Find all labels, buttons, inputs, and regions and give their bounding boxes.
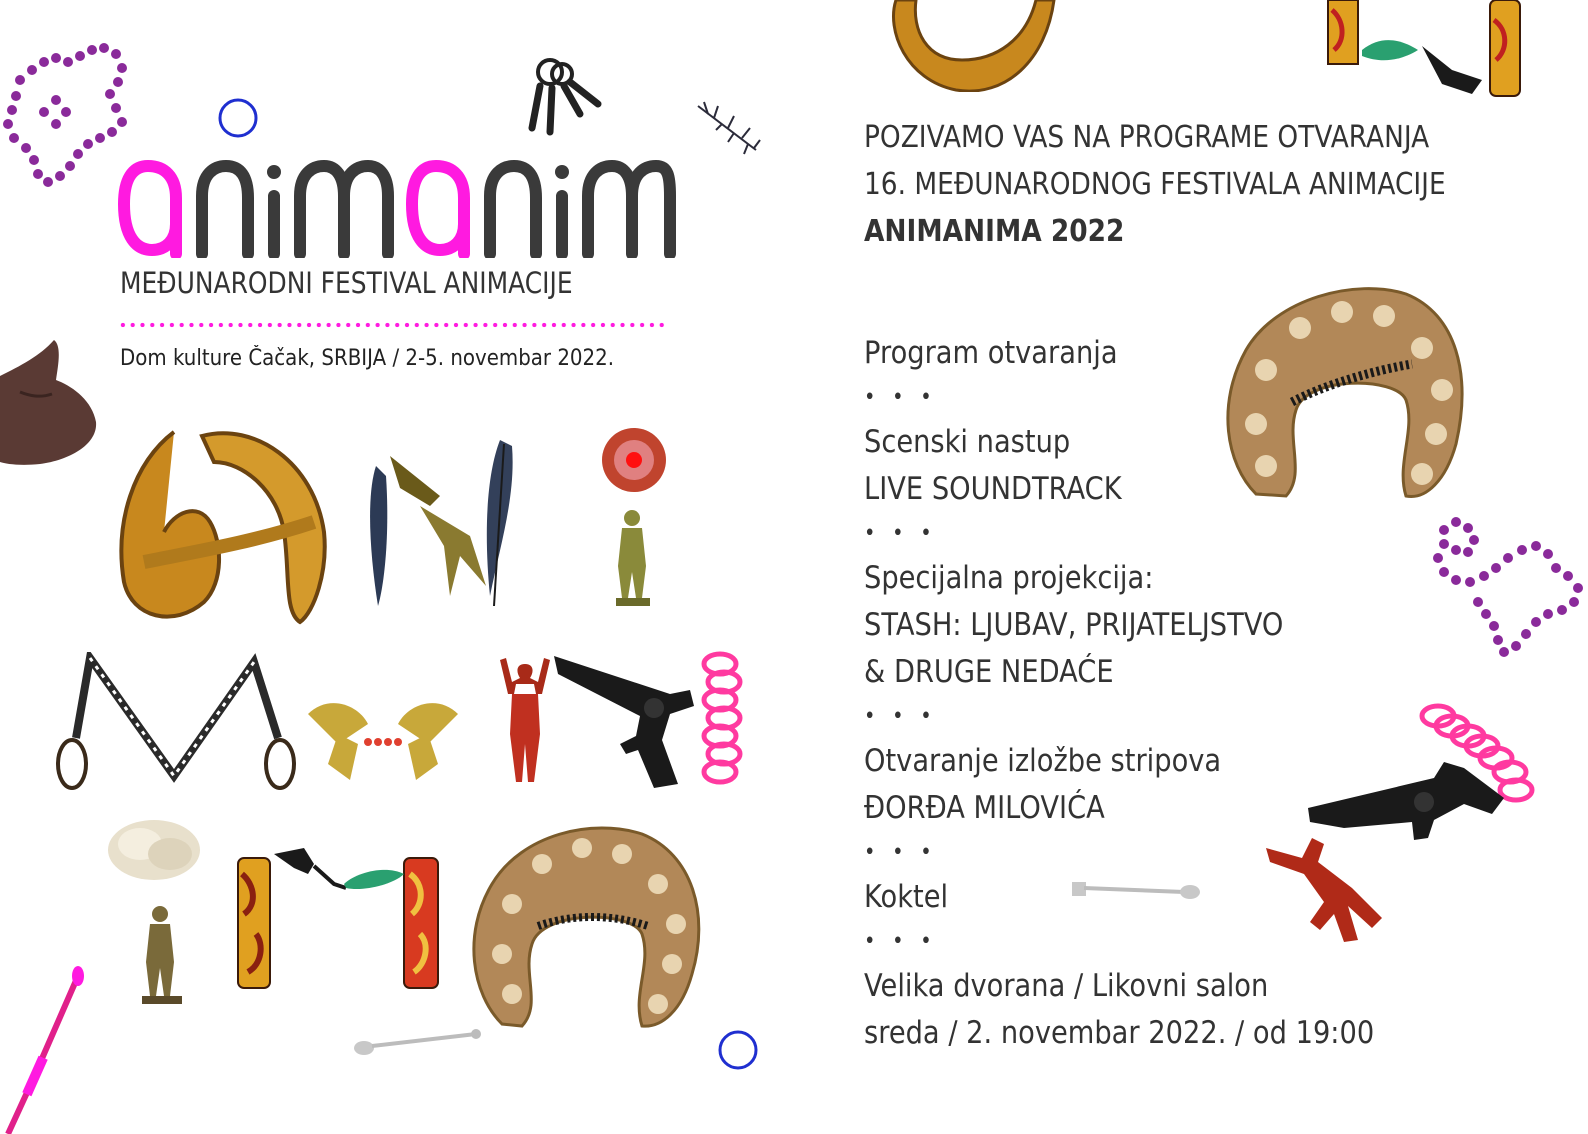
program-item-screening-title-cont: & DRUGE NEDAĆE	[864, 654, 1114, 690]
program-list	[864, 330, 1374, 1057]
feather-letter-n-icon	[360, 436, 532, 612]
figurine-letter-i-icon	[598, 426, 674, 612]
program-separator: • • •	[864, 840, 937, 865]
banana-letter-a-icon	[114, 422, 336, 628]
figurine-small-icon	[136, 902, 188, 1006]
scissors-letter-m-icon	[54, 652, 304, 794]
revolver-icon	[550, 650, 710, 792]
red-figure-icon	[494, 654, 556, 786]
dotted-divider	[118, 322, 666, 328]
spoon-icon	[350, 1024, 486, 1058]
program-item-screening: Specijalna projekcija:	[864, 560, 1154, 596]
animanima-wordmark	[118, 158, 678, 258]
program-date-time: sreda / 2. novembar 2022. / od 19:00	[864, 1015, 1375, 1051]
program-item-exhibition: Otvaranje izložbe stripova	[864, 743, 1222, 779]
animanima-logo	[118, 158, 678, 258]
keys-icon	[518, 52, 608, 142]
comb-letter-m-icon	[234, 844, 446, 994]
program-item-stage-title: LIVE SOUNDTRACK	[864, 471, 1122, 507]
fern-sprig-icon	[694, 98, 764, 160]
invite-line-2: 16. MEĐUNARODNOG FESTIVALA ANIMACIJE	[864, 167, 1446, 202]
festival-venue-dates: Dom kulture Čačak, SRBIJA / 2-5. novembar 2022.	[120, 346, 615, 371]
angels-letter-a-icon	[298, 684, 468, 786]
cotton-ball-icon	[104, 814, 204, 886]
invitation-text	[864, 114, 1446, 255]
program-item-exhibition-author: ĐORĐA MILOVIĆA	[864, 790, 1105, 826]
comb-top-icon	[1322, 0, 1540, 100]
banana-peel-icon	[886, 0, 1058, 92]
blue-ring-icon	[716, 1028, 760, 1072]
invite-line-1: POZIVAMO VAS NA PROGRAME OTVARANJA	[864, 120, 1430, 155]
hair-coil-icon	[696, 648, 748, 794]
program-separator: • • •	[864, 929, 937, 954]
invite-line-3: ANIMANIMA 2022	[864, 214, 1125, 249]
program-item-stage: Scenski nastup	[864, 424, 1071, 460]
program-venue: Velika dvorana / Likovni salon	[864, 968, 1269, 1004]
pink-wand-icon	[0, 966, 90, 1134]
program-separator: • • •	[864, 704, 937, 729]
program-separator: • • •	[864, 521, 937, 546]
lace-doily-icon	[462, 814, 708, 1036]
hand-icon	[0, 336, 100, 472]
program-item-opening: Program otvaranja	[864, 335, 1118, 371]
festival-name: MEĐUNARODNI FESTIVAL ANIMACIJE	[120, 266, 573, 300]
program-item-cocktail: Koktel	[864, 879, 949, 915]
blue-ring-icon	[216, 96, 260, 140]
program-item-screening-title: STASH: LJUBAV, PRIJATELJSTVO	[864, 607, 1284, 643]
bead-necklace-icon	[1428, 510, 1588, 662]
program-separator: • • •	[864, 385, 937, 410]
